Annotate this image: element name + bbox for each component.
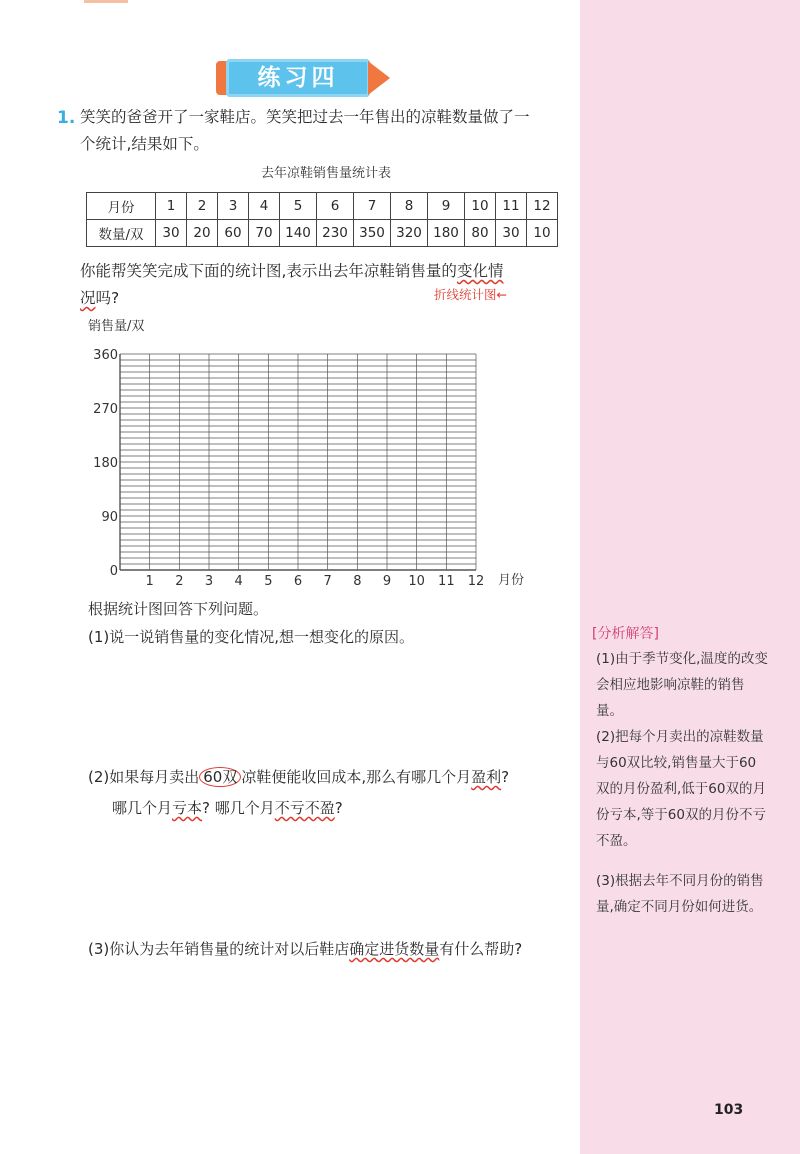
table-title: 去年凉鞋销售量统计表 <box>260 166 391 181</box>
table-cell: 6 <box>317 193 354 220</box>
chart-y-label: 销售量/双 <box>88 319 145 334</box>
table-cell: 7 <box>354 193 391 220</box>
table-cell: 11 <box>496 193 527 220</box>
question-3 <box>88 938 522 960</box>
section-title: 练习四 <box>226 59 370 97</box>
table-cell: 5 <box>280 193 317 220</box>
table-cell: 140 <box>280 220 317 247</box>
table-cell: 80 <box>465 220 496 247</box>
line-chart-grid <box>0 340 560 590</box>
ask-line-1-text: 你能帮笑笑完成下面的统计图,表示出去年凉鞋销售量的 <box>80 262 457 280</box>
keyword-stock-quantity: 确定进货数量 <box>349 940 440 958</box>
table-cell: 10 <box>527 220 558 247</box>
circled-60: 60双 <box>199 767 241 787</box>
x-tick-label: 12 <box>467 574 485 589</box>
q2-text-a: (2)如果每月卖出 <box>88 768 200 786</box>
chart-gridlines <box>120 354 476 570</box>
table-cell: 12 <box>527 193 558 220</box>
keyword-loss: 亏本 <box>172 799 203 817</box>
table-row-quantities <box>87 220 558 247</box>
section-title-banner <box>216 59 396 97</box>
keyword-situation: 况 <box>80 289 96 307</box>
y-tick-label: 0 <box>109 564 118 579</box>
q2-text-d: 哪几个月 <box>112 799 173 817</box>
question-2-line-2 <box>112 797 343 819</box>
table-row-months <box>87 193 558 220</box>
keyword-break-even: 不亏不盈 <box>274 799 335 817</box>
table-cell: 30 <box>496 220 527 247</box>
table-cell: 320 <box>391 220 428 247</box>
line-chart-annotation: 折线统计图← <box>434 287 507 302</box>
table-cell: 30 <box>156 220 187 247</box>
table-cell: 3 <box>218 193 249 220</box>
x-tick-label: 11 <box>438 574 455 589</box>
table-cell: 10 <box>465 193 496 220</box>
table-cell: 4 <box>249 193 280 220</box>
table-cell: 350 <box>354 220 391 247</box>
chart-x-label: 月份 <box>498 573 525 588</box>
keyword-profit: 盈利 <box>471 768 502 786</box>
sidebar-heading: [分析解答] <box>592 626 659 642</box>
q2-text-c: ? <box>501 768 510 786</box>
sidebar-answer-1: (1)由于季节变化,温度的改变会相应地影响凉鞋的销售量。 <box>596 651 768 719</box>
table-cell: 60 <box>218 220 249 247</box>
ask-line-1 <box>80 260 503 282</box>
x-tick-label: 8 <box>353 574 362 589</box>
q3-text-b: 有什么帮助? <box>439 940 523 958</box>
table-cell: 8 <box>391 193 428 220</box>
table-cell: 20 <box>187 220 218 247</box>
x-tick-label: 6 <box>293 574 303 589</box>
y-tick-label: 360 <box>93 348 118 363</box>
question-2-line-1 <box>88 766 509 788</box>
table-cell: 70 <box>249 220 280 247</box>
title-arrow-icon <box>368 61 390 95</box>
ask-line-2 <box>80 287 119 309</box>
y-tick-label: 270 <box>93 402 118 417</box>
q2-text-b: 凉鞋便能收回成本,那么有哪几个月 <box>241 768 472 786</box>
table-cell: 1 <box>156 193 187 220</box>
x-tick-label: 3 <box>204 574 214 589</box>
y-tick-label: 180 <box>93 456 118 471</box>
question-number: 1. <box>57 108 76 128</box>
sidebar-answer-2: (2)把每个月卖出的凉鞋数量与60双比较,销售量大于60双的月份盈利,低于60双的月份亏本,等于60双的月份不亏不盈。 <box>596 729 766 849</box>
table-cell: 230 <box>317 220 354 247</box>
sidebar-answer-3: (3)根据去年不同月份的销售量,确定不同月份如何进货。 <box>596 873 764 915</box>
answer-sidebar <box>580 0 800 1154</box>
q2-text-f: ? <box>334 799 343 817</box>
page-number: 103 <box>714 1102 744 1118</box>
x-tick-label: 10 <box>408 574 425 589</box>
top-decoration <box>84 0 128 3</box>
sales-table <box>86 192 558 247</box>
intro-line-2: 个统计,结果如下。 <box>80 135 209 153</box>
q2-text-e: ? 哪几个月 <box>202 799 275 817</box>
table-cell: 2 <box>187 193 218 220</box>
y-tick-label: 90 <box>101 510 118 525</box>
x-tick-label: 9 <box>382 574 392 589</box>
x-tick-label: 7 <box>323 574 332 589</box>
x-tick-label: 4 <box>234 574 243 589</box>
answer-prompt: 根据统计图回答下列问题。 <box>88 600 269 618</box>
table-cell: 180 <box>428 220 465 247</box>
keyword-change: 变化情 <box>456 262 504 280</box>
x-tick-label: 1 <box>145 574 154 589</box>
table-header-quantity: 数量/双 <box>87 220 156 247</box>
x-tick-label: 5 <box>264 574 273 589</box>
table-cell: 9 <box>428 193 465 220</box>
question-1: (1)说一说销售量的变化情况,想一想变化的原因。 <box>88 628 415 646</box>
x-tick-label: 2 <box>175 574 184 589</box>
intro-line-1: 笑笑的爸爸开了一家鞋店。笑笑把过去一年售出的凉鞋数量做了一 <box>80 108 530 126</box>
table-header-month: 月份 <box>87 193 156 220</box>
q3-text-a: (3)你认为去年销售量的统计对以后鞋店 <box>88 940 350 958</box>
ask-line-2-text: 吗? <box>95 289 120 307</box>
